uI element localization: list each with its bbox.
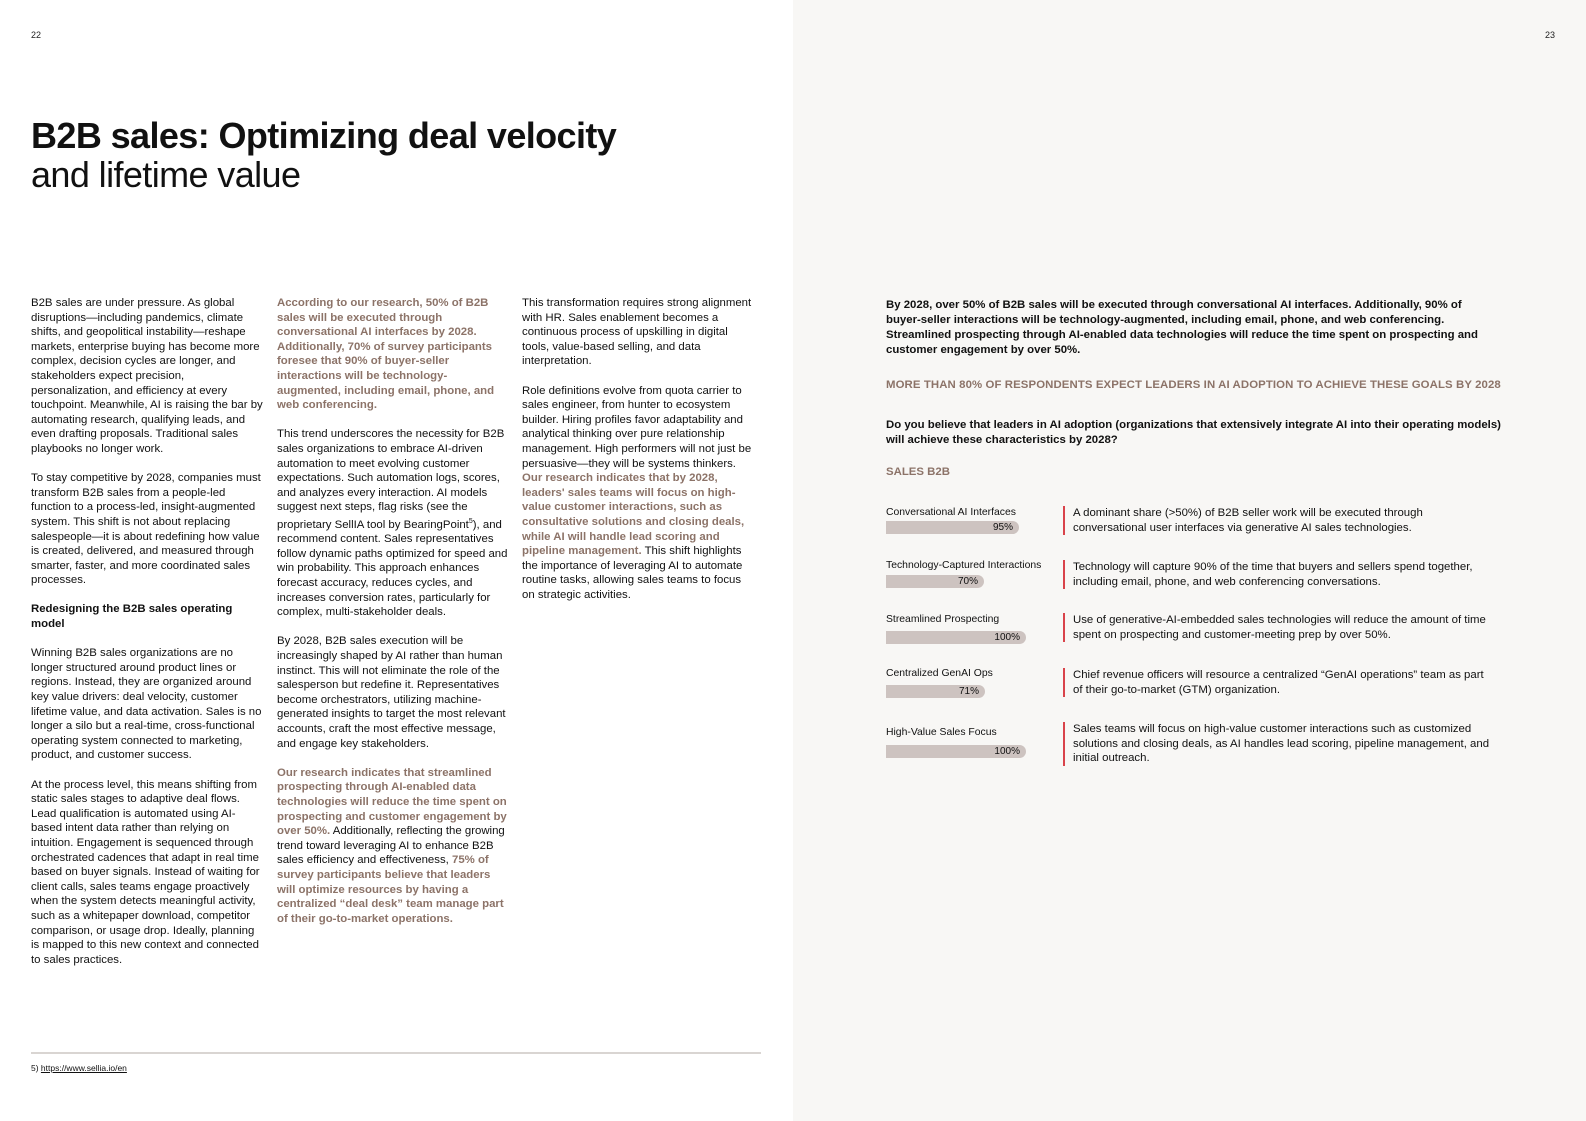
footnote-divider xyxy=(31,1052,761,1054)
bar: 70% xyxy=(886,575,984,588)
column-2 xyxy=(277,296,510,926)
footnote-ref: 5 xyxy=(468,517,473,525)
bar-label: Technology-Captured Interactions xyxy=(886,560,1042,571)
title-bold: B2B sales: Optimizing deal velocity xyxy=(31,115,617,156)
paragraph: Winning B2B sales organizations are no longer structured around product lines or regions. Instead, they are organized around key value drivers: deal velocity, customer lifetime value, and data activation. Sales is no longer a silo but a real-time, cross-functional operating system connected to marketing, product, and customer success. xyxy=(31,647,262,762)
bar-description: Sales teams will focus on high-value customer interactions such as customized solutions and closing deals, as AI handles lead scoring, pipeline management, and initial outreach. xyxy=(1063,722,1493,766)
text-span: ), and recommend content. Sales representatives follow dynamic paths optimized for speed and win probability. This approach enhances forecast accuracy, reduces cycles, and increases conversion rates, particularly for complex, multi-stakeholder deals. xyxy=(277,518,508,619)
bar-label: Streamlined Prospecting xyxy=(886,614,1000,625)
paragraph: By 2028, B2B sales execution will be increasingly shaped by AI rather than human instinct. This will not eliminate the role of the salesperson but redefine it. Representatives become orchestrators, utilizing machine-generated insights to target the most relevant accounts, craft the most effective message, and engage key stakeholders. xyxy=(277,635,506,750)
paragraph xyxy=(522,384,752,603)
section-label: SALES B2B xyxy=(886,466,950,478)
title-light: and lifetime value xyxy=(31,154,301,195)
bar: 95% xyxy=(886,521,1019,534)
page-number-right: 23 xyxy=(1544,30,1555,40)
text-span: Additionally, reflecting the growing trend toward leveraging AI to enhance B2B sales efficiency and effectiveness, xyxy=(277,825,505,867)
bar-label: High-Value Sales Focus xyxy=(886,727,997,738)
eyebrow-heading: MORE THAN 80% OF RESPONDENTS EXPECT LEADERS IN AI ADOPTION TO ACHIEVE THESE GOALS BY 2028 xyxy=(886,379,1501,391)
page-number-left: 22 xyxy=(31,30,42,40)
highlight-span: Our research indicates that by 2028, leaders' sales teams will focus on high-value customer interactions, such as consultative solutions and closing deals, while AI will handle lead scoring and pipeline management. xyxy=(522,472,745,558)
paragraph xyxy=(277,427,510,620)
bar-label: Centralized GenAI Ops xyxy=(886,668,993,679)
column-1 xyxy=(31,296,263,967)
bar-description: Chief revenue officers will resource a centralized “GenAI operations” team as part of their go-to-market (GTM) organization. xyxy=(1063,668,1493,697)
bar: 71% xyxy=(886,685,985,698)
footnote-link[interactable]: https://www.sellia.io/en xyxy=(40,1063,127,1073)
paragraph: This transformation requires strong alignment with HR. Sales enablement becomes a continuous process of upskilling in digital tools, value-based selling, and data interpretation. xyxy=(522,297,752,368)
text-span: Role definitions evolve from quota carrier to sales engineer, from hunter to ecosystem builder. Hiring profiles favor adaptability and analytical thinking over pure relationship management. High performers will not just be persuasive—they will be systems thinkers. xyxy=(522,384,752,470)
footnote xyxy=(31,1063,127,1073)
text-span: This shift highlights the importance of leveraging AI to automate routine tasks, allowing sales teams to focus on strategic activities. xyxy=(522,545,743,601)
paragraph: To stay competitive by 2028, companies must transform B2B sales from a people-led function to a process-led, insight-augmented system. This shift is not about replacing salespeople—it is about redefining how value is created, delivered, and measured through smarter, faster, and more coordinated sales processes. xyxy=(31,472,261,587)
subheading: Redesigning the B2B sales operating model xyxy=(31,603,233,631)
bar-description: Use of generative-AI-embedded sales technologies will reduce the amount of time spent on prospecting and customer-meeting prep by over 50%. xyxy=(1063,613,1493,642)
paragraph: B2B sales are under pressure. As global disruptions—including pandemics, climate shifts, and geopolitical instability—reshape markets, enterprise buying has become more complex, decision cycles are longer, and stakeholders expect precision, personalization, and efficiency at every touchpoint. Meanwhile, AI is raising the bar by automating research, qualifying leads, and even drafting proposals. Traditional sales playbooks no longer work. xyxy=(31,297,263,455)
bar-description: Technology will capture 90% of the time that buyers and sellers spend together, including email, phone, and web conferencing conversations. xyxy=(1063,560,1493,589)
paragraph: At the process level, this means shifting from static sales stages to adaptive deal flows. Lead qualification is automated using AI-based intent data rather than relying on intuition. Engagement is sequenced through orchestrated cadences that adapt in real time based on buyer signals. Instead of waiting for client calls, sales teams engage proactively when the system detects meaningful activity, such as a whitepaper download, competitor comparison, or usage drop. Ideally, planning is mapped to this new context and connected to sales practices. xyxy=(31,778,260,966)
text-span: This trend underscores the necessity for B2B sales organizations to embrace AI-driven automation to meet evolving customer expectations. Such automation logs, scores, and analyzes every interaction. AI models suggest next steps, flag risks (see the proprietary SellIA tool by BearingPoint xyxy=(277,428,505,531)
footnote-marker: 5) xyxy=(31,1063,41,1073)
bar-label: Conversational AI Interfaces xyxy=(886,507,1016,518)
page-title xyxy=(31,116,731,194)
highlight-span: 75% of survey participants believe that leaders will optimize resources by having a centralized “deal desk” team manage part of their go-to-market operations. xyxy=(277,854,504,925)
bar: 100% xyxy=(886,631,1026,644)
paragraph xyxy=(277,766,510,927)
highlight-paragraph: According to our research, 50% of B2B sales will be executed through conversational AI interfaces by 2028. Additionally, 70% of survey participants foresee that 90% of buyer-seller interactions will be technology-augmented, including email, phone, and web conferencing. xyxy=(277,297,495,412)
bar: 100% xyxy=(886,745,1026,758)
bar-description: A dominant share (>50%) of B2B seller work will be executed through conversational user interfaces via generative AI sales technologies. xyxy=(1063,506,1493,535)
survey-question: Do you believe that leaders in AI adoption (organizations that extensively integrate AI into their operating models) will achieve these characteristics by 2028? xyxy=(886,419,1501,446)
highlight-span: Our research indicates that streamlined prospecting through AI-enabled data technologies will reduce the time spent on prospecting and customer engagement by over 50%. xyxy=(277,766,507,838)
column-3 xyxy=(522,296,752,602)
intro-summary: By 2028, over 50% of B2B sales will be executed through conversational AI interfaces. Additionally, 90% of buyer-seller interactions will be technology-augmented, including email, phone, and web conferencing. Streamlined prospecting through AI-enabled data technologies will reduce the time spent on prospecting and customer engagement by over 50%. xyxy=(886,299,1478,356)
